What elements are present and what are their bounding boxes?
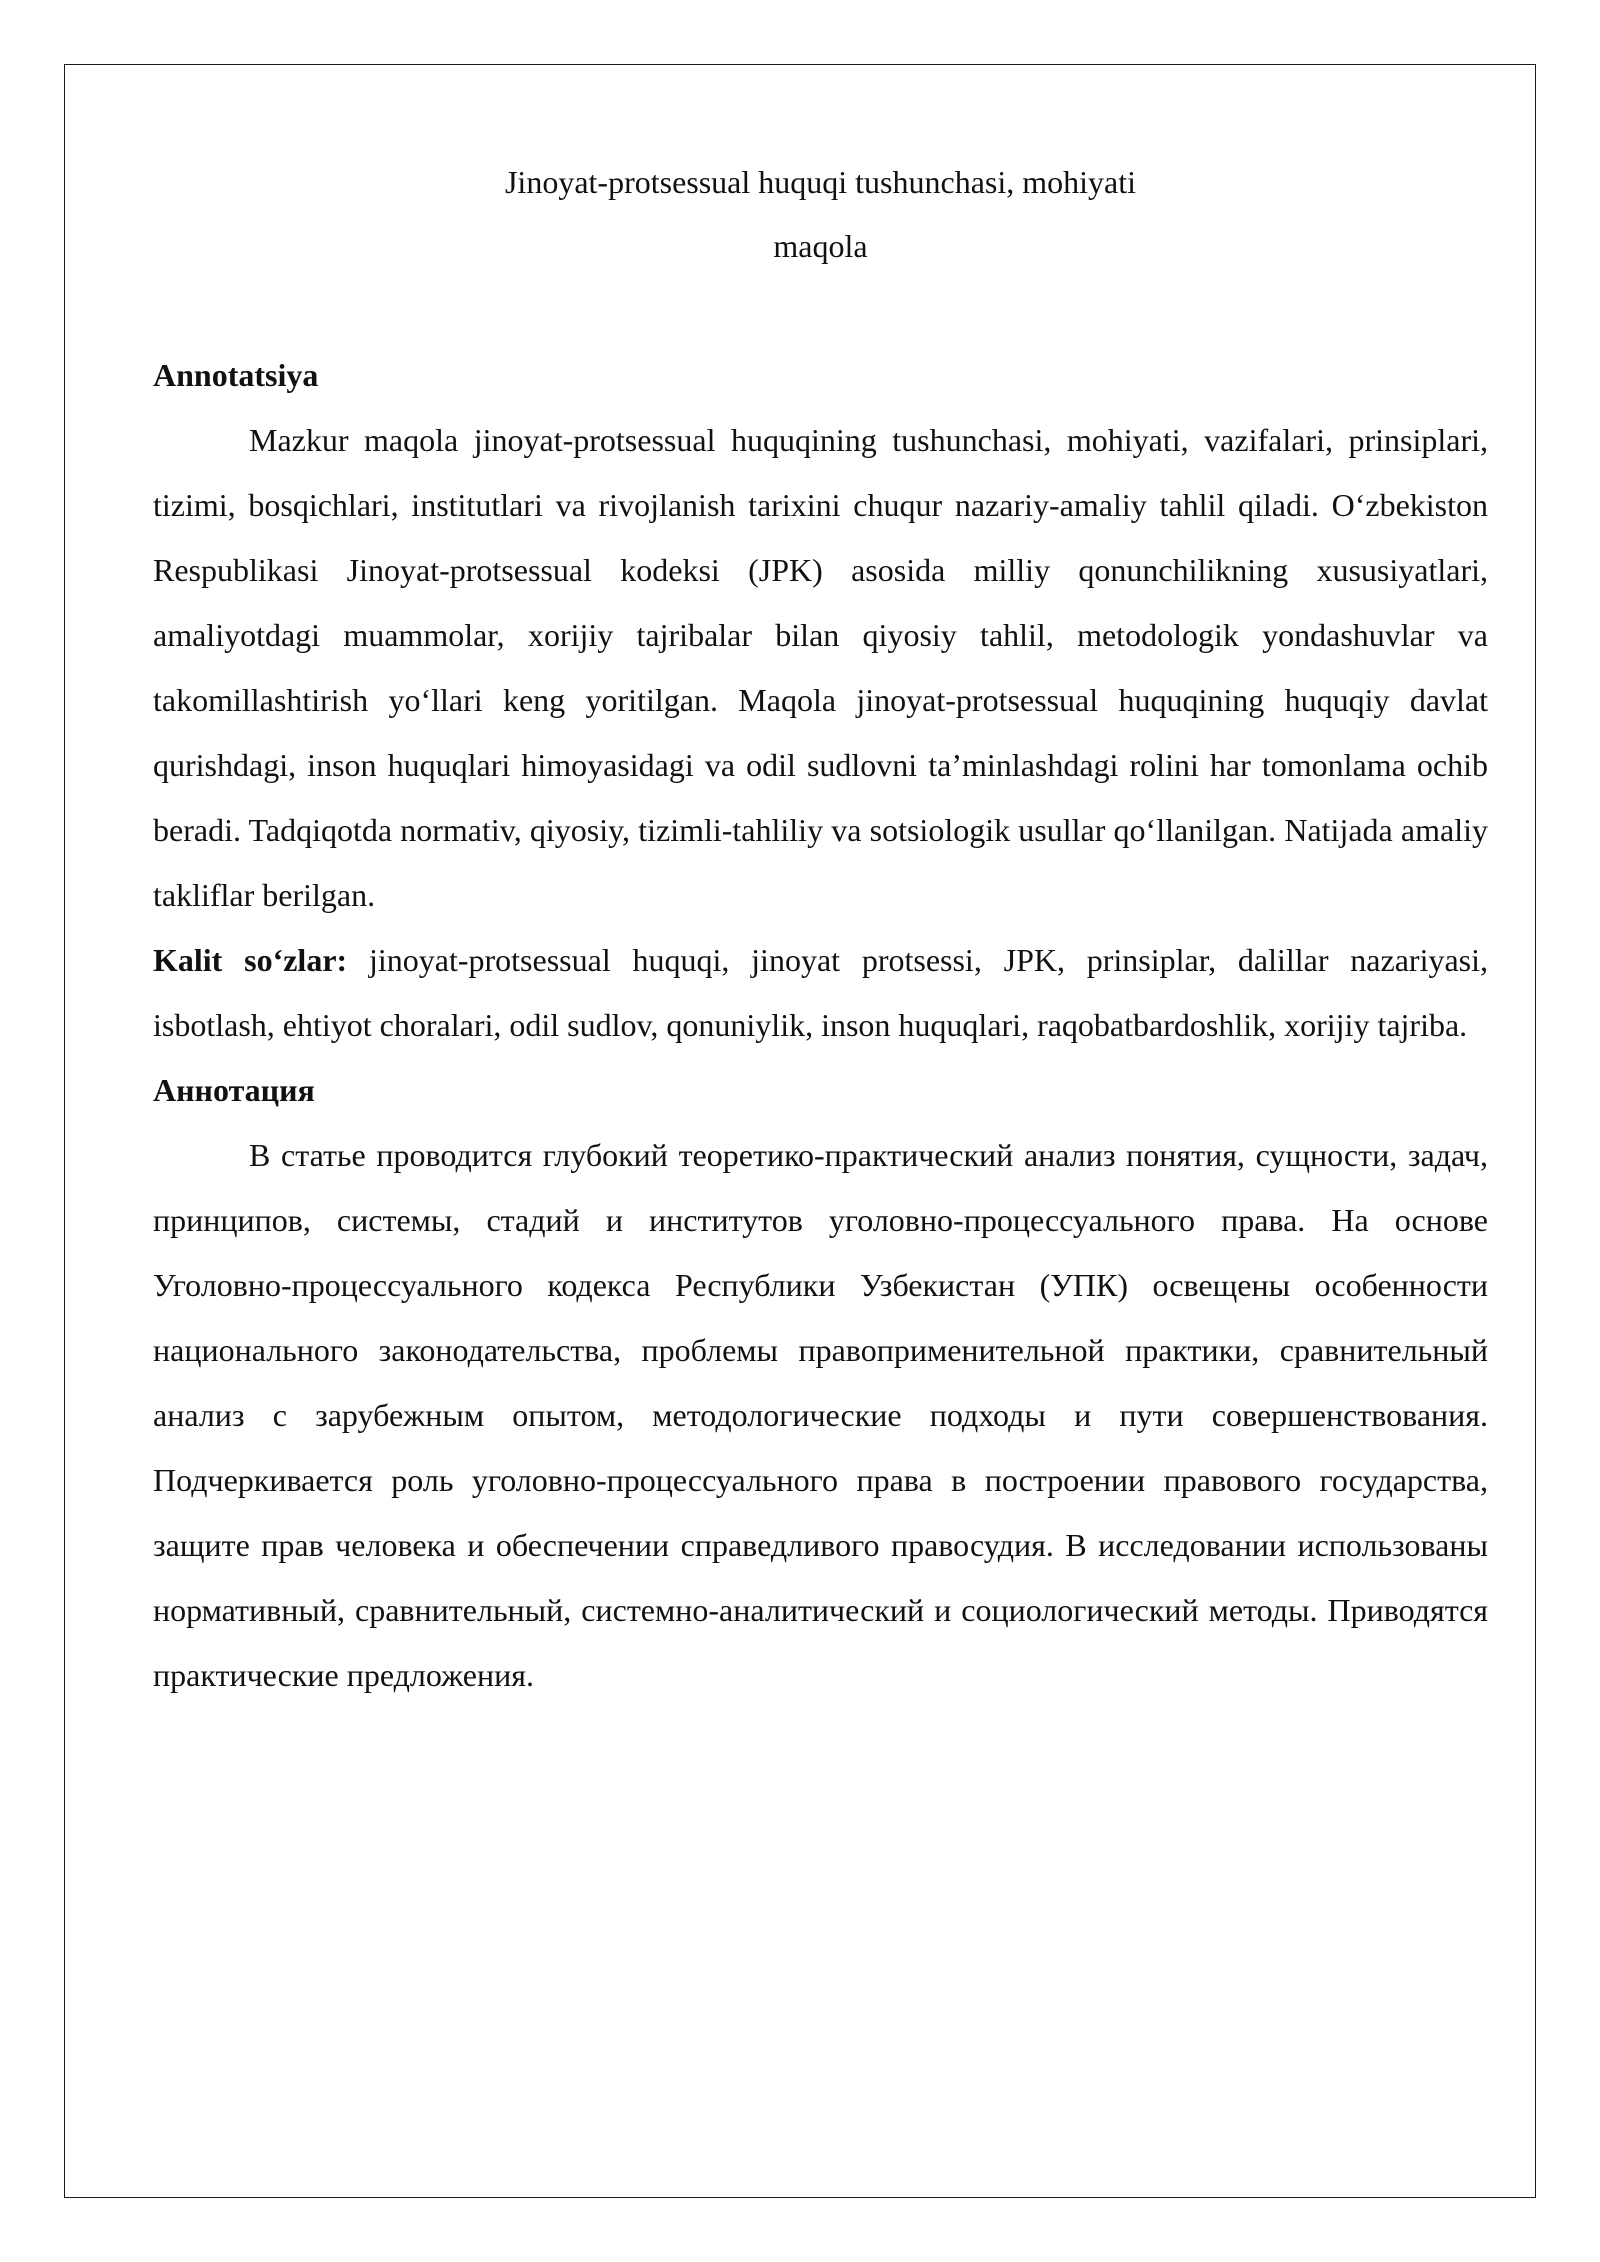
document-subtitle: maqola: [773, 228, 868, 264]
annotation-uz-heading: Annotatsiya: [153, 357, 319, 393]
annotation-uz-text: Mazkur maqola jinoyat-protsessual huquqining tushunchasi, mohiyati, vazifalari, prinsiplari, tizimi, bosqichlari, institutlari va rivojlanish tarixini chuqur nazariy-amaliy tahlil qiladi. O‘zbekiston Respublikasi Jinoyat-protsessual kodeksi (JPK) asosida milliy qonunchilikning xususiyatlari, amaliyotdagi muammolar, xorijiy tajribalar bilan qiyosiy tahlil, metodologik yondashuvlar va takomillashtirish yo‘llari keng yoritilgan. Maqola jinoyat-protsessual huquqining huquqiy davlat qurishdagi, inson huquqlari himoyasidagi va odil sudlovni ta’minlashdagi rolini har tomonlama ochib beradi. Tadqiqotda normativ, qiyosiy, tizimli-tahliliy va sotsiologik usullar qo‘llanilgan. Natijada amaliy takliflar berilgan.: [153, 422, 1488, 913]
keywords-paragraph: [153, 928, 1488, 1058]
annotation-ru-text: В статье проводится глубокий теоретико-практический анализ понятия, сущности, задач, принципов, системы, стадий и институтов уголовно-процессуального права. На основе Уголовно-процессуального кодекса Республики Узбекистан (УПК) освещены особенности национального законодательства, проблемы правоприменительной практики, сравнительный анализ с зарубежным опытом, методологические подходы и пути совершенствования. Подчеркивается роль уголовно-процессуального права в построении правового государства, защите прав человека и обеспечении справедливого правосудия. В исследовании использованы нормативный, сравнительный, системно-аналитический и социологический методы. Приводятся практические предложения.: [153, 1137, 1488, 1693]
keywords-text: jinoyat-protsessual huquqi, jinoyat protsessi, JPK, prinsiplar, dalillar nazariyasi, isbotlash, ehtiyot choralari, odil sudlov, qonuniylik, inson huquqlari, raqobatbardoshlik, xorijiy tajriba.: [153, 942, 1489, 1043]
annotation-ru-heading: Аннотация: [153, 1072, 315, 1108]
document-title: Jinoyat-protsessual huquqi tushunchasi, mohiyati: [504, 164, 1137, 200]
keywords-label: Kalit so‘zlar:: [153, 942, 348, 978]
spacer: [153, 278, 1488, 343]
document-content: [153, 150, 1488, 1708]
